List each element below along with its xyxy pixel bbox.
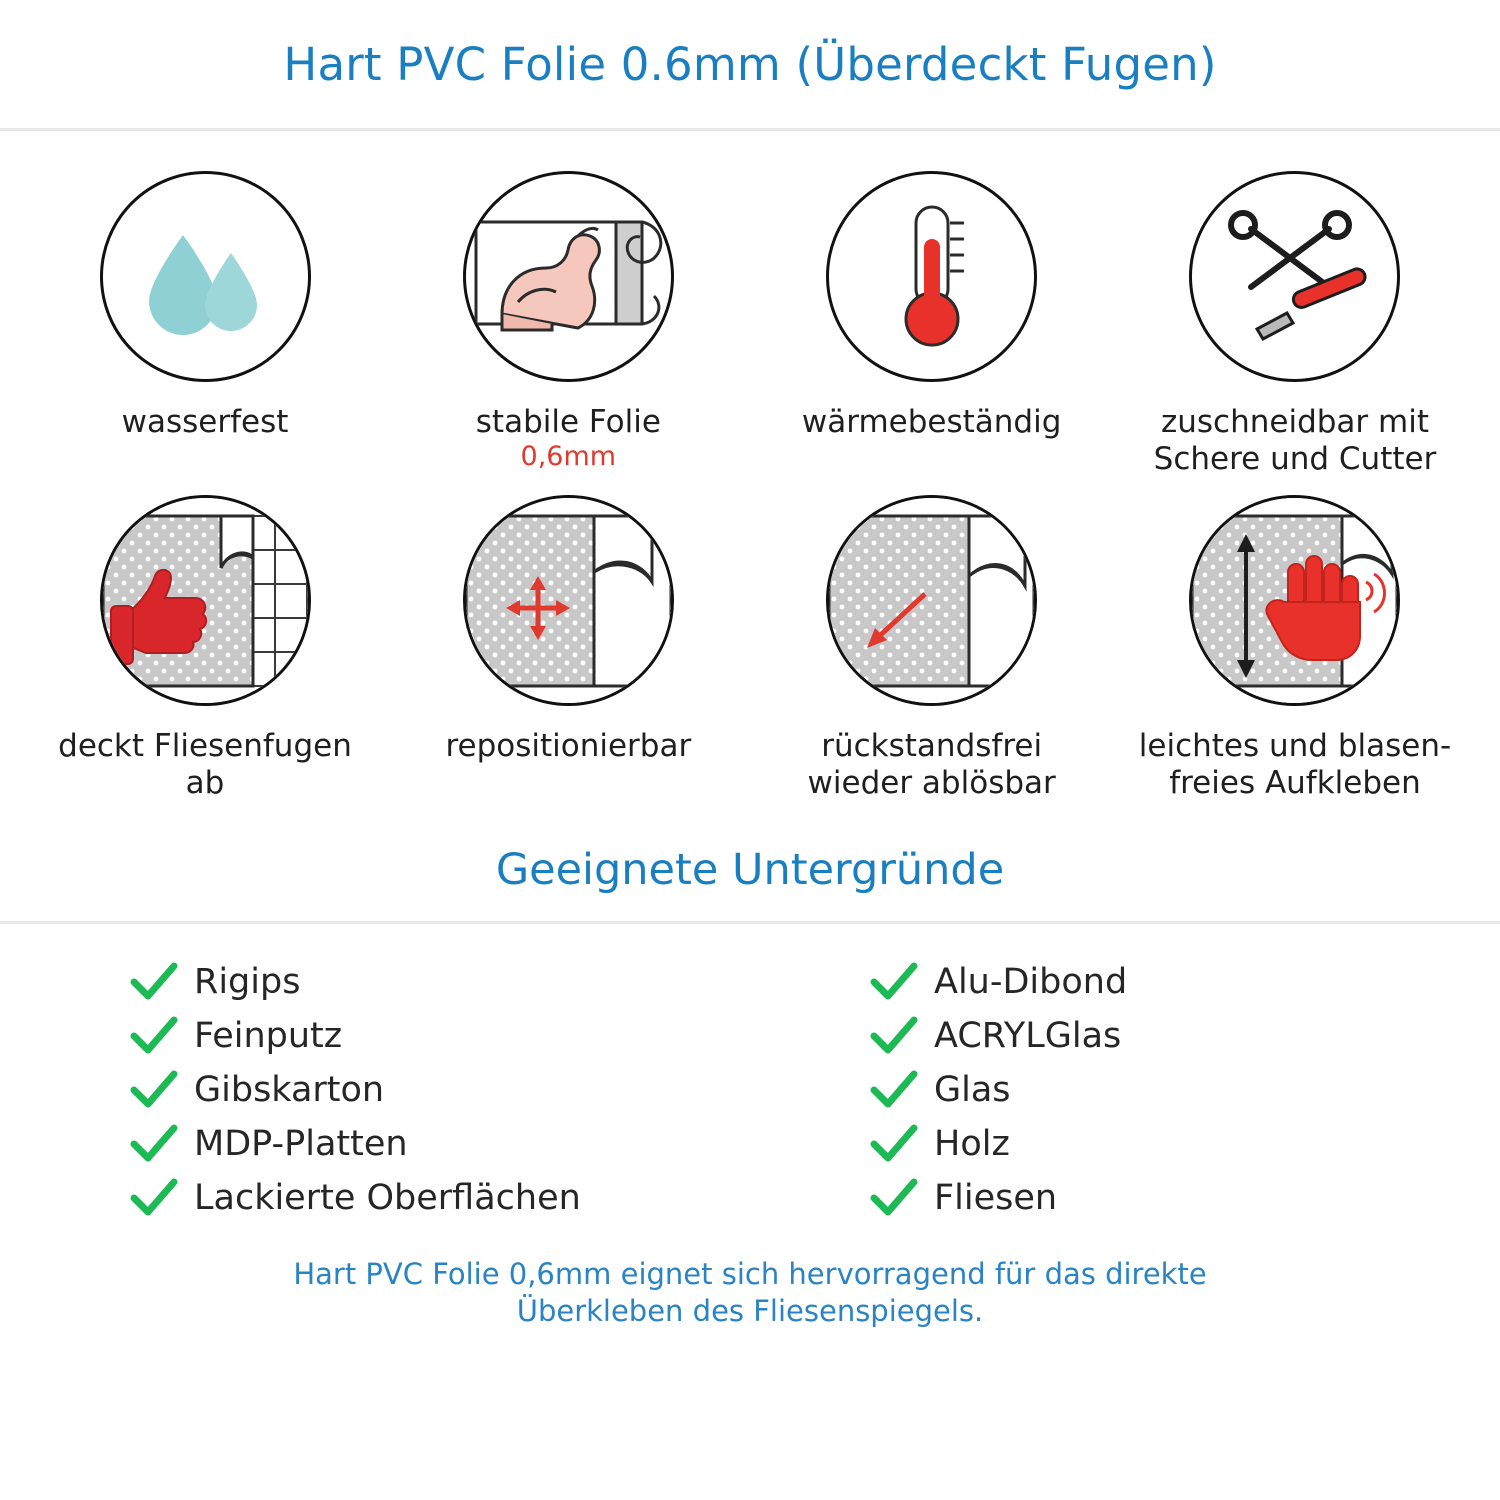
check-icon <box>130 960 178 1004</box>
water-drops-icon <box>105 177 305 377</box>
feature-label: deckt Fliesenfugen ab <box>58 728 352 801</box>
feature-row-2 <box>40 495 1460 801</box>
feature-grid <box>0 131 1500 801</box>
section-header <box>0 845 1500 924</box>
list-item-label: Holz <box>934 1124 1010 1165</box>
list-item-label: Rigips <box>194 962 301 1003</box>
feature-icon-circle <box>826 171 1037 382</box>
scissors-cutter-icon <box>1195 177 1395 377</box>
list-item-label: Feinputz <box>194 1016 343 1057</box>
surface-list-right <box>750 960 1500 1230</box>
check-icon <box>870 960 918 1004</box>
list-item <box>870 960 1500 1004</box>
feature-wasserfest <box>40 171 370 477</box>
feature-icon-circle <box>100 495 311 706</box>
list-item <box>870 1068 1500 1112</box>
feature-label: stabile Folie <box>475 404 661 440</box>
footer-note <box>0 1256 1500 1330</box>
thermometer-icon <box>832 177 1032 377</box>
hand-smoothing-icon <box>1192 498 1397 703</box>
feature-row-1 <box>40 171 1460 477</box>
list-item-label: Alu-Dibond <box>934 962 1128 1003</box>
feature-icon-circle <box>463 171 674 382</box>
feature-sublabel: 0,6mm <box>520 440 617 472</box>
list-item <box>870 1122 1500 1166</box>
feature-icon-circle <box>1189 171 1400 382</box>
list-item-label: ACRYLGlas <box>934 1016 1122 1057</box>
list-item-label: MDP-Platten <box>194 1124 408 1165</box>
list-item <box>130 1068 750 1112</box>
check-icon <box>870 1122 918 1166</box>
feature-icon-circle <box>1189 495 1400 706</box>
check-icon <box>870 1014 918 1058</box>
feature-deckt-fliesenfugen <box>40 495 370 801</box>
feature-repositionierbar <box>403 495 733 801</box>
feature-label: repositionierbar <box>445 728 692 765</box>
thumbs-up-tiles-icon <box>103 498 308 703</box>
feature-stabile-folie <box>403 171 733 477</box>
check-icon <box>130 1014 178 1058</box>
feature-label: rückstandsfrei wieder ablösbar <box>807 728 1056 801</box>
footer-note-line-2: Überkleben des Fliesenspiegels. <box>516 1294 984 1329</box>
check-icon <box>870 1176 918 1220</box>
check-icon <box>130 1122 178 1166</box>
list-item <box>870 1014 1500 1058</box>
feature-zuschneidbar <box>1130 171 1460 477</box>
suitable-surfaces-lists <box>0 924 1500 1230</box>
header <box>0 0 1500 131</box>
flexing-arm-film-icon <box>466 174 671 379</box>
feature-label: wasserfest <box>121 404 289 440</box>
list-item <box>130 1122 750 1166</box>
check-icon <box>130 1176 178 1220</box>
check-icon <box>130 1068 178 1112</box>
section-title: Geeignete Untergründe <box>495 845 1005 896</box>
feature-icon-circle <box>826 495 1037 706</box>
feature-icon-circle <box>463 495 674 706</box>
feature-rueckstandsfrei <box>767 495 1097 801</box>
list-item <box>130 1176 750 1220</box>
feature-waermebestaendig <box>767 171 1097 477</box>
check-icon <box>870 1068 918 1112</box>
list-item <box>870 1176 1500 1220</box>
feature-label: zuschneidbar mit Schere und Cutter <box>1153 404 1437 477</box>
surface-list-left <box>0 960 750 1230</box>
reposition-arrows-icon <box>466 498 671 703</box>
feature-leichtes-aufkleben <box>1130 495 1460 801</box>
feature-label: leichtes und blasen-freies Aufkleben <box>1138 728 1452 801</box>
footer-note-line-1: Hart PVC Folie 0,6mm eignet sich hervorragend für das direkte <box>293 1257 1207 1292</box>
list-item <box>130 960 750 1004</box>
list-item <box>130 1014 750 1058</box>
feature-label: wärmebeständig <box>801 404 1062 440</box>
list-item-label: Glas <box>934 1070 1011 1111</box>
list-item-label: Lackierte Oberflächen <box>194 1178 581 1219</box>
list-item-label: Gibskarton <box>194 1070 385 1111</box>
list-item-label: Fliesen <box>934 1178 1058 1219</box>
peel-off-arrow-icon <box>829 498 1034 703</box>
page-title: Hart PVC Folie 0.6mm (Überdeckt Fugen) <box>283 37 1217 91</box>
feature-icon-circle <box>100 171 311 382</box>
